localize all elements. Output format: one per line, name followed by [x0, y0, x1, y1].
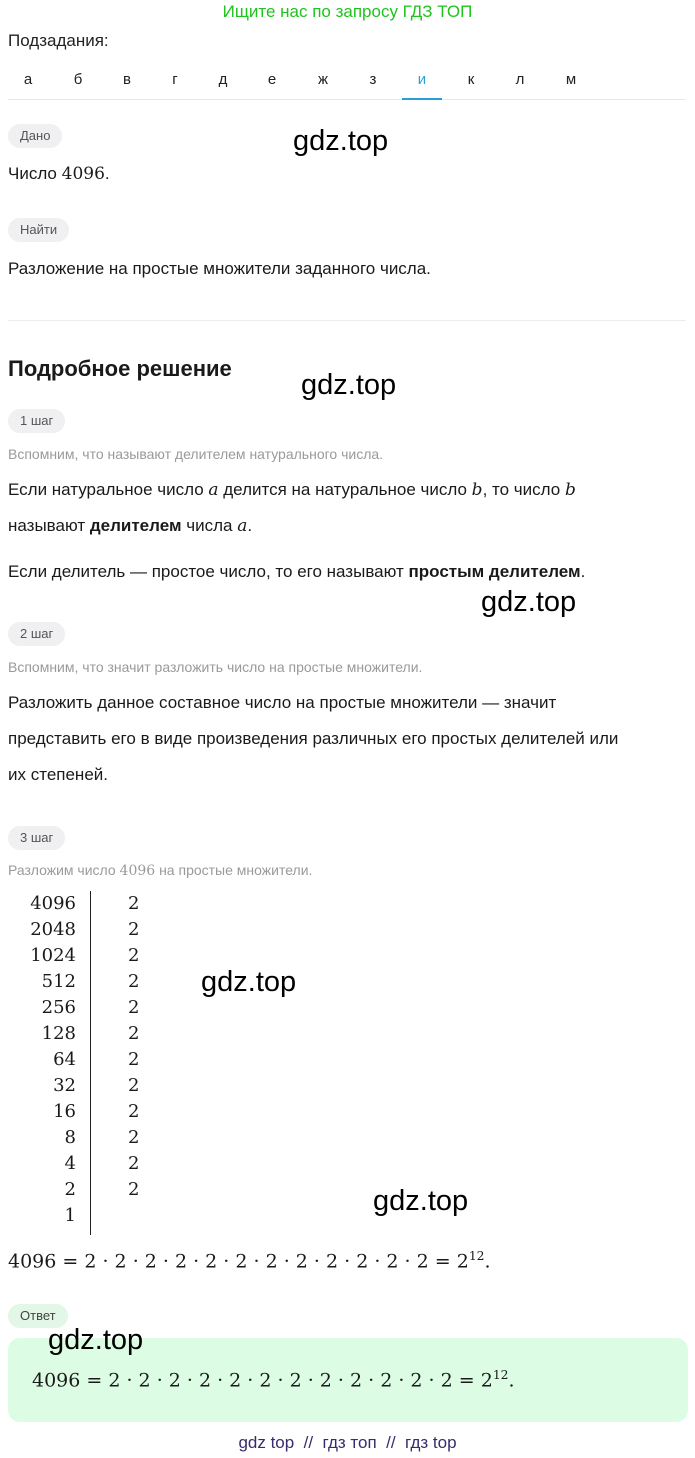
step3-hint: Разложим число 4096 на простые множители.: [8, 862, 313, 879]
answer-equation: $4096 = 2 \cdot 2 \cdot 2 \cdot 2 \cdot 2 \cdot 2 \cdot 2 \cdot 2 \cdot 2 \cdot 2 \cdot 2 \cdot 2 = 2^{12}$.: [32, 1368, 515, 1392]
step1-hint: Вспомним, что называют делителем натурального числа.: [8, 446, 384, 462]
step1-line3: Если делитель — простое число, то его называют простым делителем.: [8, 562, 586, 581]
tab-k[interactable]: к: [467, 71, 475, 88]
watermark: gdz.top: [201, 966, 297, 998]
solution-title: Подробное решение: [8, 356, 232, 381]
footer-link-gdz-top-ru[interactable]: гдз топ: [322, 1433, 377, 1452]
subtasks-label: Подзадания:: [8, 31, 109, 50]
footer-link-gdz-top[interactable]: gdz top: [238, 1433, 295, 1452]
tab-z[interactable]: з: [369, 71, 377, 88]
footer-separator: //: [376, 1433, 406, 1452]
divider: [8, 320, 686, 321]
watermark: gdz.top: [373, 1185, 469, 1217]
step2-line3: их степеней.: [8, 765, 108, 784]
step1-badge: 1 шаг: [8, 409, 65, 433]
tab-i[interactable]: и: [402, 64, 442, 100]
factorization-divider: [90, 891, 91, 1235]
tab-e[interactable]: е: [267, 71, 277, 88]
step2-line1: Разложить данное составное число на простые множители — значит: [8, 693, 557, 712]
given-text: Число 4096.: [8, 164, 110, 184]
answer-badge: Ответ: [8, 1304, 68, 1328]
step2-line2: представить его в виде произведения различных его простых делителей или: [8, 729, 619, 748]
footer-links: [0, 1433, 695, 1453]
step1-line1: Если натуральное число a делится на натуральное число b, то число b: [8, 480, 576, 500]
tab-b[interactable]: б: [73, 71, 83, 88]
tab-l[interactable]: л: [515, 71, 525, 88]
result-equation: $4096 = 2 \cdot 2 \cdot 2 \cdot 2 \cdot 2 \cdot 2 \cdot 2 \cdot 2 \cdot 2 \cdot 2 \cdot 2 \cdot 2 = 2^{12}$.: [8, 1249, 491, 1273]
tab-d[interactable]: д: [218, 71, 228, 88]
tab-a[interactable]: а: [23, 71, 33, 88]
find-badge: Найти: [8, 218, 69, 242]
watermark: gdz.top: [481, 586, 577, 618]
tab-v[interactable]: в: [123, 71, 131, 88]
watermark: gdz.top: [301, 369, 397, 401]
watermark: gdz.top: [293, 125, 389, 157]
tab-zh[interactable]: ж: [317, 71, 329, 88]
given-badge: Дано: [8, 124, 62, 148]
tab-g[interactable]: г: [172, 71, 178, 88]
step1-line2: называют делителем числа a.: [8, 516, 253, 536]
watermark: gdz.top: [48, 1324, 144, 1356]
step2-hint: Вспомним, что значит разложить число на простые множители.: [8, 659, 423, 675]
search-banner: Ищите нас по запросу ГДЗ ТОП: [222, 2, 473, 21]
footer-link-gdz-top-mixed[interactable]: гдз top: [405, 1433, 457, 1452]
tab-m[interactable]: м: [565, 71, 577, 88]
footer-separator: //: [294, 1433, 323, 1452]
step2-badge: 2 шаг: [8, 622, 65, 646]
subtask-tabs: [8, 64, 686, 100]
find-text: Разложение на простые множители заданного числа.: [8, 259, 431, 278]
step3-badge: 3 шаг: [8, 826, 65, 850]
